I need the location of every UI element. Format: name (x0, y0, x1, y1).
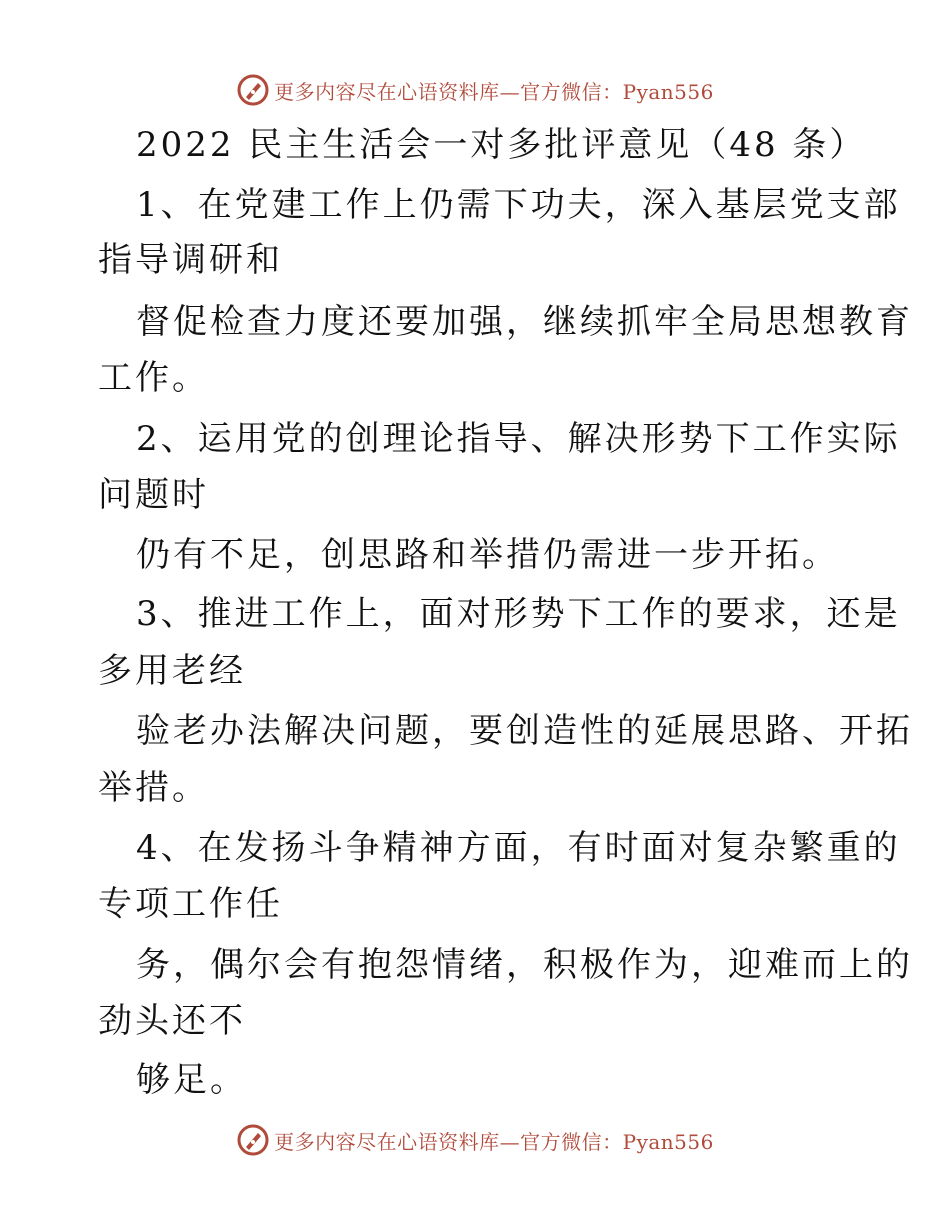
document-title: 2022 民主生活会一对多批评意见（48 条） (136, 125, 867, 165)
text-line: 2、运用党的创理论指导、解决形势下工作实际 (136, 419, 901, 459)
text-line: 4、在发扬斗争精神方面，有时面对复杂繁重的 (136, 828, 901, 868)
text-line: 举措。 (98, 768, 209, 808)
text-line: 问题时 (98, 475, 209, 515)
header-banner-text: 更多内容尽在心语资料库—官方微信：Pyan556 (274, 79, 714, 104)
text-line: 仍有不足，创思路和举措仍需进一步开拓。 (136, 535, 839, 575)
text-line: 务，偶尔会有抱怨情绪，积极作为，迎难而上的 (136, 945, 913, 985)
text-line: 劲头还不 (98, 1001, 246, 1041)
footer-banner (0, 1120, 950, 1160)
text-line: 1、在党建工作上仍需下功夫，深入基层党支部 (136, 185, 901, 225)
text-line: 验老办法解决问题，要创造性的延展思路、开拓 (136, 711, 913, 751)
text-line: 督促检查力度还要加强，继续抓牢全局思想教育 (136, 302, 913, 342)
text-line: 指导调研和 (98, 240, 283, 280)
text-line: 工作。 (98, 358, 209, 398)
text-line: 多用老经 (98, 651, 246, 691)
footer-banner-text: 更多内容尽在心语资料库—官方微信：Pyan556 (274, 1129, 714, 1154)
text-line: 够足。 (136, 1060, 247, 1100)
text-line: 3、推进工作上，面对形势下工作的要求，还是 (136, 594, 901, 634)
header-banner (0, 70, 950, 110)
pen-nib-circle-icon (236, 1123, 270, 1157)
text-line: 专项工作任 (98, 884, 283, 924)
pen-nib-circle-icon (236, 73, 270, 107)
